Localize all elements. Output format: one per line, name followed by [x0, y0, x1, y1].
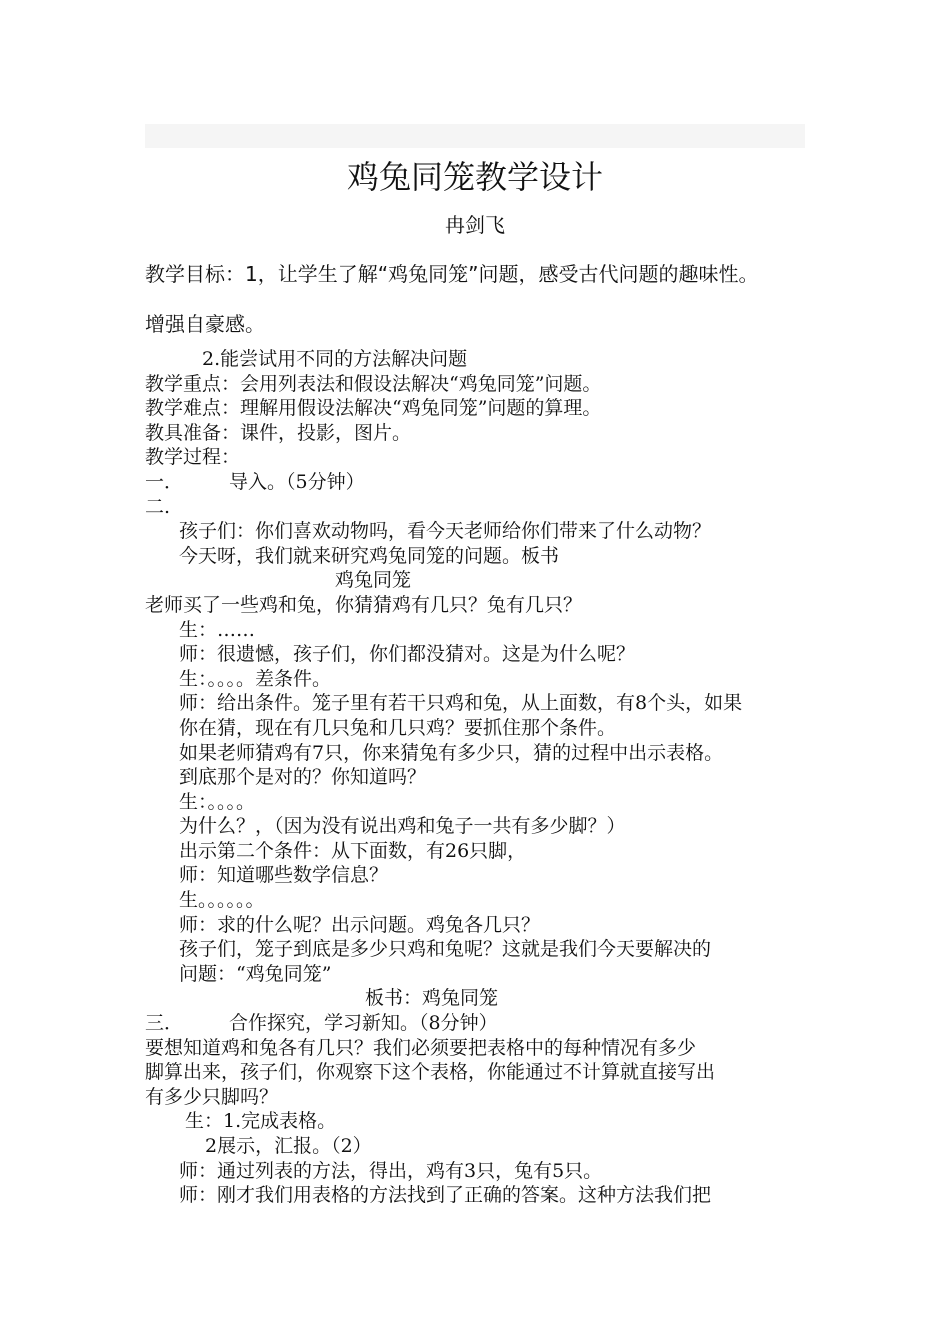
paragraph-line: 要想知道鸡和兔各有几只？我们必须要把表格中的每种情况有多少 — [145, 1036, 697, 1059]
dialogue-line: 孩子们，笼子到底是多少只鸡和兔呢？这就是我们今天要解决的 — [179, 938, 712, 961]
objective-item-2: 2.能尝试用不同的方法解决问题 — [202, 348, 468, 370]
section-number: 一． — [145, 470, 184, 493]
paragraph-line: 孩子们：你们喜欢动物吗，看今天老师给你们带来了什么动物？ — [179, 520, 712, 543]
process-heading: 教学过程： — [145, 446, 241, 469]
difficulty: 教学难点：理解用假设法解决“鸡兔同笼”问题的算理。 — [145, 397, 602, 420]
header-band — [145, 124, 805, 148]
dialogue-line: 师：知道哪些数学信息？ — [179, 864, 389, 887]
paragraph-line: 今天呀，我们就来研究鸡兔同笼的问题。板书 — [179, 544, 560, 567]
dialogue-line: 生：。。。。 — [179, 790, 256, 813]
section-3-heading — [145, 1011, 810, 1036]
dialogue-line: 师：给出条件。笼子里有若干只鸡和兔，从上面数，有8个头，如果 — [179, 692, 743, 715]
dialogue-line: 师：很遗憾，孩子们，你们都没猜对。这是为什么呢？ — [179, 643, 636, 666]
lesson-body — [145, 347, 810, 1208]
dialogue-line: 生：1.完成表格。 — [185, 1110, 337, 1133]
dialogue-line: 师：通过列表的方法，得出，鸡有3只，兔有5只。 — [179, 1159, 603, 1182]
materials: 教具准备：课件，投影，图片。 — [145, 421, 412, 444]
blackboard-text: 板书：鸡兔同笼 — [365, 987, 499, 1010]
dialogue-line: 生：。。。。差条件。 — [179, 667, 332, 690]
section-title: 导入。（5分钟） — [229, 470, 365, 493]
dialogue-line: 2展示，汇报。（2） — [205, 1135, 372, 1157]
section-1-heading — [145, 470, 810, 495]
document-title: 鸡兔同笼教学设计 — [346, 158, 603, 196]
blackboard-text: 鸡兔同笼 — [335, 569, 412, 592]
dialogue-line: 师：刚才我们用表格的方法找到了正确的答案。这种方法我们把 — [179, 1184, 712, 1207]
section-2-heading: 二. — [145, 495, 171, 518]
section-number: 三． — [145, 1012, 184, 1035]
dialogue-line: 你在猜，现在有几只兔和几只鸡？要抓住那个条件。 — [179, 716, 617, 739]
objective-line-1: 教学目标：1，让学生了解“鸡兔同笼”问题，感受古代问题的趣味性。 — [145, 262, 759, 286]
dialogue-line: 生：…… — [179, 618, 256, 641]
dialogue-line: 生。。。。。。 — [179, 889, 265, 912]
key-point: 教学重点：会用列表法和假设法解决“鸡兔同笼”问题。 — [145, 372, 602, 395]
author-name: 冉剑飞 — [445, 213, 505, 237]
dialogue-line: 到底那个是对的？你知道吗？ — [179, 766, 427, 789]
dialogue-line: 师：求的什么呢？出示问题。鸡兔各几只？ — [179, 913, 541, 936]
dialogue-line: 问题：“鸡兔同笼” — [179, 962, 332, 985]
dialogue-line: 为什么？，（因为没有说出鸡和兔子一共有多少脚？） — [179, 815, 626, 838]
paragraph-line: 脚算出来，孩子们，你观察下这个表格，你能通过不计算就直接写出 — [145, 1061, 716, 1084]
section-title: 合作探究，学习新知。（8分钟） — [229, 1012, 498, 1035]
dialogue-line: 如果老师猜鸡有7只，你来猜兔有多少只，猜的过程中出示表格。 — [179, 741, 724, 764]
paragraph-line: 老师买了一些鸡和兔，你猜猜鸡有几只？兔有几只？ — [145, 593, 583, 616]
paragraph-line: 有多少只脚吗？ — [145, 1085, 279, 1108]
dialogue-line: 出示第二个条件：从下面数，有26只脚， — [179, 839, 527, 862]
objective-line-2: 增强自豪感。 — [145, 312, 265, 336]
